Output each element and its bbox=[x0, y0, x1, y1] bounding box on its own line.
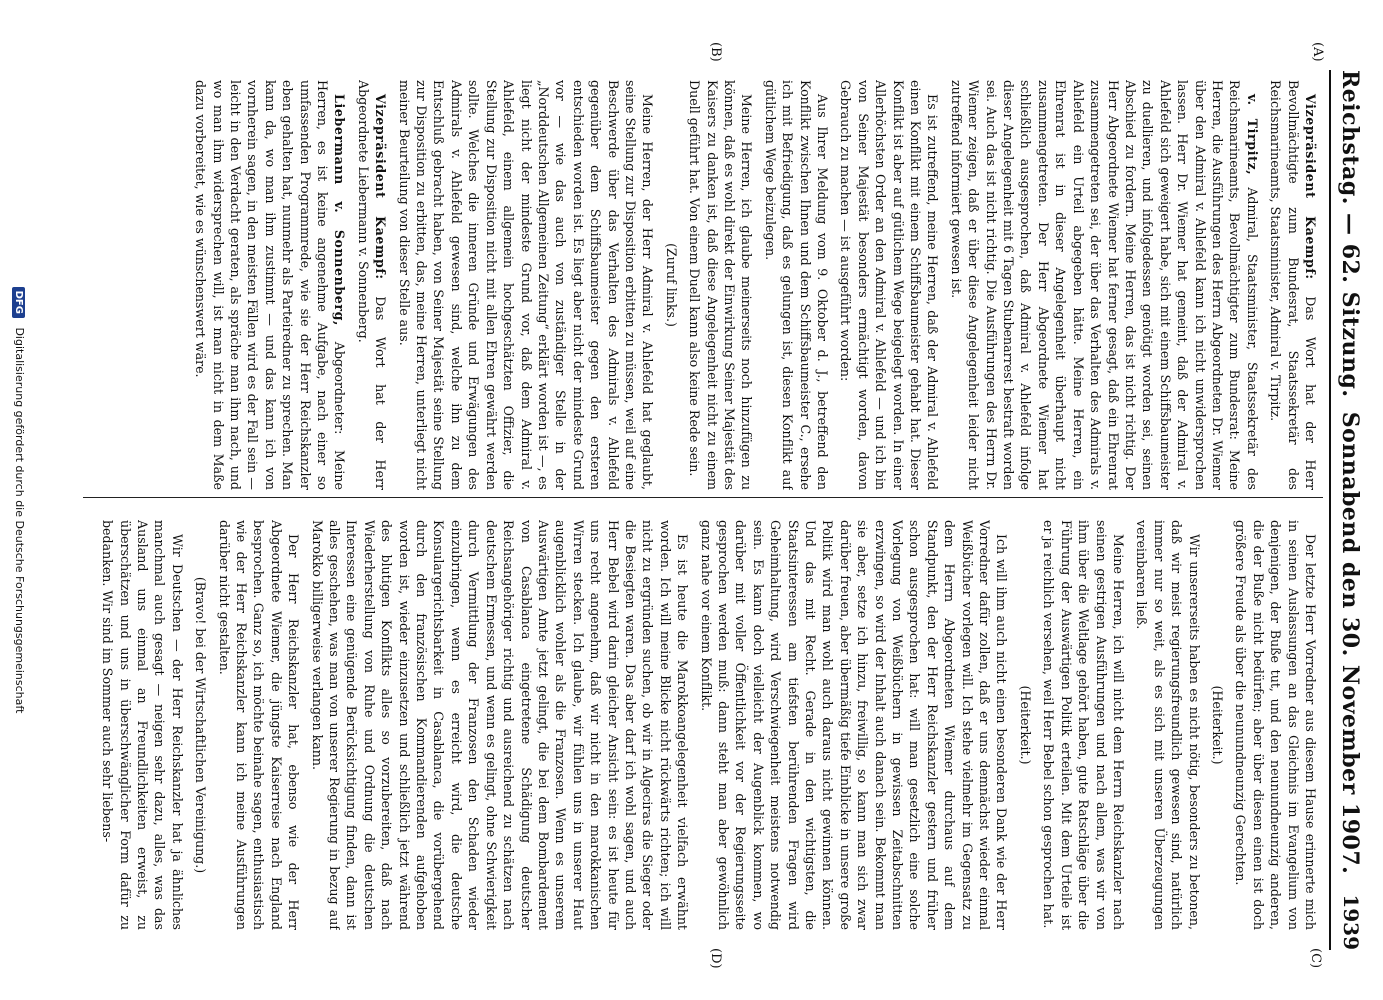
paragraph bbox=[697, 520, 1010, 930]
header-title bbox=[1337, 70, 1363, 880]
paragraph-text: Ich will ihm auch nicht einen besonderen Dank wie der Herr Vorredner dafür zollen, daß er uns demnächst wieder einmal Weißbücher vorlegen will. Ich stehe vielmehr im Gegensatz zu dem Herrn Abgeordneten Wiemer durchaus auf dem Standpunkt, den der Herr Reichskanzler gestern und früher schon ausgesprochen hat: will man gesetzlich eine solche Vorlegung von Weißbüchern in gewissen Zeitabschnitten erzwingen, so wird der Inhalt auch danach sein. Bekommt man sie aber, setze ich hinzu, freiwillig, so kann man sich zwar darüber freuen, aber übermäßig tiefe Einblicke in unsere große Politik wird man wohl auch daraus nicht gewinnen können. Und das mit Recht. Gerade in den wichtigsten, die Staatsinteressen am tiefsten berührenden Fragen wird Geheimhaltung, wird Verschwiegenheit meistens notwendig sein. Es kann doch vielleicht der Augenblick kommen, wo darüber mit voller Öffentlichkeit vor der Regierungsseite gesprochen werden muß: dann steht man aber gewöhnlich ganz nahe vor einem Konflikt. bbox=[698, 520, 1010, 930]
paragraph bbox=[662, 80, 679, 490]
paragraph bbox=[1209, 520, 1226, 930]
margin-mark-c: (C) bbox=[1308, 948, 1323, 969]
speaker-name: Liebermann v. Sonnenberg, bbox=[332, 94, 348, 327]
paragraph-text: (Heiterkeit.) bbox=[1209, 685, 1225, 765]
paragraph bbox=[1017, 520, 1034, 930]
paragraph-text: Admiral, Staatsminister, Staatssekretär des Reichsmarineamts, Bevollmächtigter zum Bundesrat: Meine Herren, die Ausführungen des Herrn Abgeordneten Dr. Wiemer über den Admiral v. Ahlefeld kann ich nicht unwidersprochen lassen. Herr Dr. Wiemer hat gemeint, daß der Admiral v. Ahlefeld sich geweigert habe, sich mit einem Schiffsbaumeister zu duellieren, und infolgedessen genötigt worden sei, seinen Abschied zu fordern. Meine Herren, das ist nicht richtig. Der Herr Abgeordnete Wiemer hat ferner gesagt, daß ein Ehrenrat zusammengetreten sei, der über das Verhalten des Admirals v. Ahlefeld ein Urteil abgegeben hätte. Meine Herren, ein Ehrenrat ist in dieser Angelegenheit überhaupt nicht zusammengetreten. Der Herr Abgeordnete Wiemer hat schließlich ausgesprochen, daß Admiral v. Ahlefeld infolge dieser Angelegenheit mit 6 Tagen Stubenarrest bestraft worden sei. Auch das ist nicht richtig. Die Ausführungen des Herrn Dr. Wiemer zeigen, daß er über diese Angelegenheit leider nicht zutreffend informiert gewesen ist. bbox=[948, 80, 1260, 490]
paragraph-text: Meine Herren, der Herr Admiral v. Ahlefeld hat geglaubt, seine Stellung zur Disposition erbitten zu müssen, weil auf eine Beschwerde über das Verhalten des Admirals v. Ahlefeld gegenüber dem Schiffsbaumeister gegen den ersteren entschieden worden ist. Es liegt aber nicht der mindeste Grund vor — wie das auch von zuständiger Stelle in der „Norddeutschen Allgemeinen Zeitung“ erklärt worden ist —, es liegt nicht der mindeste Grund vor, daß dem Admiral v. Ahlefeld, einem allgemein hochgeschätzten Offizier, die Stellung zur Disposition nicht mit allen Ehren gewährt werden sollte. Welches die inneren Gründe und Erwägungen des Admirals v. Ahlefeld gewesen sind, welche ihn zu dem Entschluß gebracht haben, von Seiner Majestät seine Stellung zur Disposition zu erbitten, das, meine Herren, unterliegt nicht meiner Beurteilung von dieser Stelle aus. bbox=[396, 80, 656, 490]
paragraph-text: Wir unsererseits haben es nicht nötig, besonders zu betonen, daß wir meist regierungsfreundlich gewesen sind, natürlich immer nur so weit, als es sich mit unseren Überzeugungen vereinbaren ließ. bbox=[1134, 520, 1202, 930]
paragraph bbox=[1267, 80, 1319, 490]
footer-credit: Digitalisierung gefördert durch die Deutsche Forschungsgemeinschaft bbox=[13, 327, 26, 714]
paragraph bbox=[947, 80, 1260, 490]
paragraph bbox=[761, 80, 831, 490]
paragraph bbox=[837, 80, 941, 490]
paragraph bbox=[395, 80, 656, 490]
paragraph-text: Es ist heute die Marokkoangelegenheit vielfach erwähnt worden. Ich will meine Blicke nicht rückwärts richten; ich will nicht zu ergründen suchen, ob wir in Algeciras die Sieger oder die Besiegten waren. Das aber darf ich wohl sagen, und auch Herr Bebel wird darin gleicher Ansicht sein: es ist heute für uns recht angenehm, daß wir nicht in den marokkanischen Wirren stecken. Ich glaube, wir fühlen uns in unserer Haut augenblicklich wohler als die Franzosen. Wenn es unserem Auswärtigen Amte jetzt gelingt, die bei dem Bombardement von Casablanca eingetretene Schädigung deutscher Reichsangehöriger richtig und ausreichend zu schätzen nach deutschem Ermessen, und wenn es gelingt, ohne Schwierigkeit durch Vermittlung der Franzosen den Schaden wieder einzubringen, wenn es erreicht wird, die deutsche Konsulargerichtsbarkeit in Casablanca, die vorübergehend durch den französischen Kommandierenden aufgehoben worden ist, wieder einzusetzen und schließlich jetzt während des blutigen Konflikts alles so vorzubereiten, daß nach Wiederherstellung von Ruhe und Ordnung die deutschen Interessen eine genügende Berücksichtigung finden, dann ist alles geschehen, was man von unserer Regierung in bezug auf Marokko billigerweise verlangen kann. bbox=[309, 520, 691, 930]
paragraph bbox=[308, 520, 691, 930]
speaker-name: v. Tirpitz, bbox=[1244, 94, 1260, 176]
header-session: Reichstag. — 62. Sitzung. bbox=[1337, 70, 1363, 398]
margin-mark-b: (B) bbox=[708, 42, 723, 62]
paragraph-text: Aus Ihrer Meldung vom 9. Oktober d. J., betreffend den Konflikt zwischen Ihnen und dem Schiffsbaumeister C., ersehe ich mit Befriedigung, daß es gelungen ist, diesen Konflikt auf gütlichem Wege beizulegen. bbox=[762, 80, 831, 490]
left-column bbox=[89, 80, 1319, 490]
paragraph bbox=[686, 80, 756, 490]
paragraph bbox=[1232, 520, 1319, 930]
paragraph-text: Wir Deutschen — der Herr Reichskanzler hat ja ähnliches manchmal auch gesagt — neigen sehr dazu, alles, was das Ausland uns einmal an Freundlichkeiten erweist, zu überschätzen und uns in überschwänglicher Form dafür zu bedanken. Wir sind im Sommer auch sehr liebens- bbox=[100, 520, 185, 930]
paragraph-text: (Bravo! bei der Wirtschaftlichen Vereinigung.) bbox=[193, 576, 209, 874]
speaker-name: Vizepräsident Kaempf: bbox=[1303, 94, 1318, 280]
margin-mark-a: (A) bbox=[1310, 42, 1325, 62]
paragraph-text: Meine Herren, ich will nicht dem Herrn Reichskanzler nach seinen gestrigen Ausführungen und nach allem, was wir von ihm über die Weltlage gehört haben, gute Ratschläge über die Führung der Auswärtigen Politik erteilen. Mit dem Urteile ist er ja reichlich versehen, weil Herr Bebel schon gesprochen hat. bbox=[1041, 520, 1126, 930]
paragraph-text: Abgeordneter: Meine Herren, es ist keine angenehme Aufgabe, nach einer so umfassenden Programmrede, wie sie der Herr Reichskanzler eben gehalten hat, nunmehr als Parteiredner zu sprechen. Man kann da, wo man ihm zustimmt — und das kann ich von vornherein sagen, in den meisten Fällen wird es der Fall sein — leicht in den Verdacht geraten, als spräche man ihm nach, und wo man ihm widersprechen will, ist man nicht in dem Maße dazu vorbereitet, wie es wünschenswert wäre. bbox=[193, 80, 348, 490]
page-header bbox=[1329, 70, 1371, 950]
paragraph bbox=[215, 520, 302, 930]
paragraph-text: Es ist zutreffend, meine Herren, daß der Admiral v. Ahlefeld einen Konflikt mit einem Schiffsbaumeister gehabt hat. Dieser Konflikt ist aber auf gütlichem Wege beigelegt worden. In einer Allerhöchsten Order an den Admiral v. Ahlefeld — und ich bin von Seiner Majestät besonders ermächtigt worden, davon Gebrauch zu machen — ist ausgeführt worden: bbox=[838, 80, 941, 490]
speaker-name: Vizepräsident Kaempf: bbox=[373, 94, 389, 280]
paragraph-text: (Heiterkeit.) bbox=[1017, 685, 1033, 765]
page-number: 1939 bbox=[1339, 894, 1363, 950]
right-column bbox=[89, 520, 1319, 930]
paragraph bbox=[1040, 520, 1127, 930]
paragraph-text: Der Herr Reichskanzler hat, ebenso wie der Herr Abgeordnete Wiemer, die jüngste Kaiserreise nach England besprochen. Ganz so, ich möchte beinahe sagen, enthusiastisch wie der Herr Reichskanzler kann ich meine Ausführungen darüber nicht gestalten. bbox=[216, 520, 302, 930]
paragraph bbox=[354, 80, 389, 490]
paragraph bbox=[192, 80, 349, 490]
header-date: Sonnabend den 30. November 1907. bbox=[1337, 411, 1363, 875]
paragraph bbox=[99, 520, 186, 930]
paragraph bbox=[192, 520, 209, 930]
column-divider bbox=[83, 497, 1323, 498]
paragraph-text: Meine Herren, ich glaube meinerseits noch hinzufügen zu können, daß es wohl direkt der Einwirkung Seiner Majestät des Kaisers zu danken ist, daß diese Angelegenheit nicht zu einem Duell geführt hat. Von einem Duell kann also keine Rede sein. bbox=[687, 80, 755, 490]
paragraph bbox=[1133, 520, 1203, 930]
paragraph-text: Das Wort hat der Herr Bevollmächtigte zum Bundesrat, Staatssekretär des Reichsmarineamts, Staatsminister, Admiral v. Tirpitz. bbox=[1268, 80, 1318, 490]
paragraph-text: (Zuruf links.) bbox=[663, 243, 679, 327]
paragraph-text: Der letzte Herr Vorredner aus diesem Hause erinnerte mich in seinen Auslassungen an das Gleichnis im Evangelium von denjenigen, der Buße tut, und den neunundneunzig anderen, die der Buße nicht bedürfen; aber über diesen einen ist doch größere Freude als über die neunundneunzig Gerechten. bbox=[1233, 520, 1318, 930]
page-footer bbox=[2, 0, 26, 1000]
margin-mark-d: (D) bbox=[708, 948, 723, 969]
paragraph-text: Das Wort hat der Herr Abgeordnete Liebermann v. Sonnenberg. bbox=[355, 80, 389, 490]
dfg-logo: DFG bbox=[12, 287, 25, 318]
